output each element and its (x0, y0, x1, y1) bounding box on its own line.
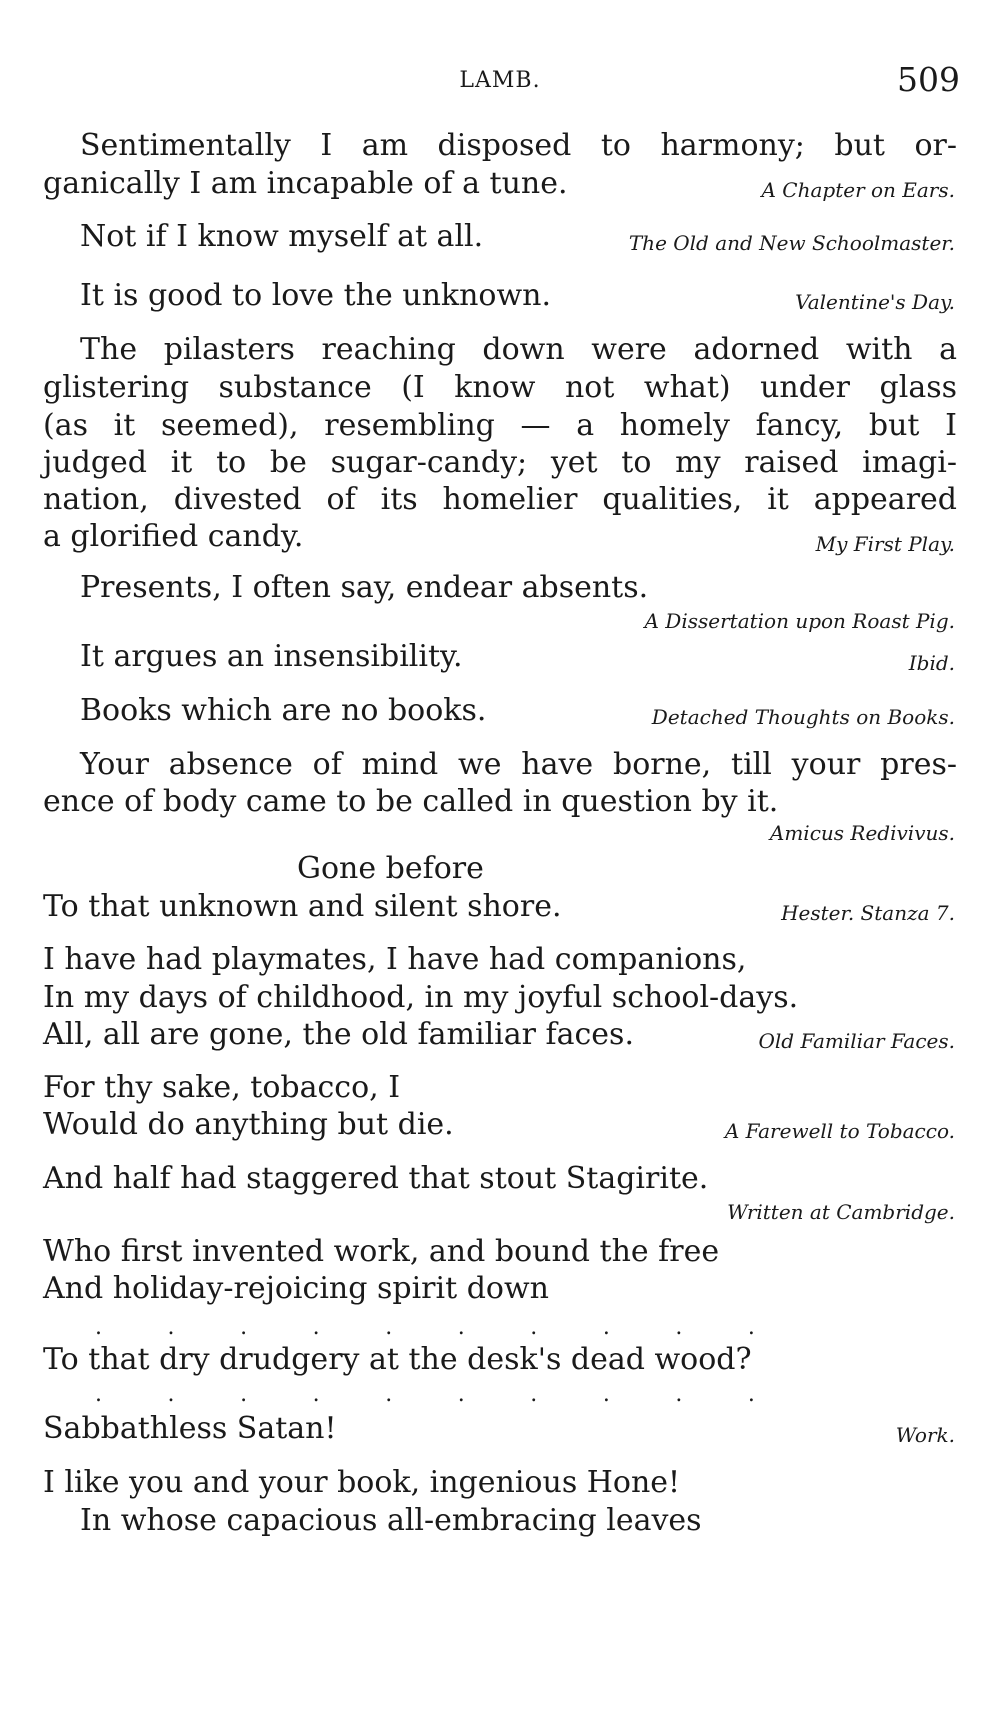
quote-line: Gone before (297, 851, 484, 886)
quote-line: To that unknown and silent shore. (43, 889, 562, 924)
quote-source: A Farewell to Tobacco. (724, 1119, 955, 1143)
ellipsis-row: . . . . . . . . . . (95, 1382, 755, 1407)
quote-source: A Dissertation upon Roast Pig. (644, 609, 955, 633)
quote-line: ganically I am incapable of a tune. (43, 166, 568, 201)
quote-line: To that dry drudgery at the desk's dead wood? (43, 1342, 752, 1377)
quote-line: Your absence of mind we have borne, till your pres- (80, 747, 957, 782)
quote-line: Would do anything but die. (43, 1107, 454, 1142)
quote-line: glistering substance (I know not what) under glass (43, 370, 957, 405)
quote-source: Valentine's Day. (795, 290, 955, 314)
quote-source: A Chapter on Ears. (761, 178, 955, 202)
quote-source: Hester. Stanza 7. (781, 901, 955, 925)
quote-source: My First Play. (815, 532, 955, 556)
quote-line: Who first invented work, and bound the free (43, 1234, 720, 1269)
quote-source: Ibid. (908, 651, 955, 675)
quote-line: In my days of childhood, in my joyful school-days. (43, 980, 799, 1015)
quote-source: Written at Cambridge. (727, 1200, 955, 1224)
quote-line: I have had playmates, I have had companions, (43, 942, 747, 977)
quote-line: In whose capacious all-embracing leaves (80, 1503, 702, 1538)
quote-line: judged it to be sugar-candy; yet to my raised imagi- (43, 445, 957, 480)
quote-line: For thy sake, tobacco, I (43, 1070, 401, 1105)
page-number: 509 (897, 60, 960, 99)
quote-line: I like you and your book, ingenious Hone! (43, 1465, 681, 1500)
quote-line: And holiday-rejoicing spirit down (43, 1271, 549, 1306)
quote-line: Sabbathless Satan! (43, 1411, 337, 1446)
quote-line: All, all are gone, the old familiar faces. (43, 1017, 634, 1052)
quote-source: Detached Thoughts on Books. (651, 705, 955, 729)
quote-line: It argues an insensibility. (80, 639, 463, 674)
running-head: LAMB. (459, 68, 541, 93)
quote-source: Work. (895, 1423, 955, 1447)
quote-line: And half had staggered that stout Stagirite. (43, 1161, 709, 1196)
quote-source: The Old and New Schoolmaster. (628, 231, 955, 255)
quote-line: ence of body came to be called in question by it. (43, 784, 779, 819)
quote-line: It is good to love the unknown. (80, 278, 551, 313)
ellipsis-row: . . . . . . . . . . (95, 1315, 755, 1340)
quote-line: Books which are no books. (80, 693, 487, 728)
quote-source: Amicus Redivivus. (769, 821, 955, 845)
quote-line: Presents, I often say, endear absents. (80, 570, 649, 605)
quote-line: The pilasters reaching down were adorned with a (80, 332, 957, 367)
quote-line: Sentimentally I am disposed to harmony; but or- (80, 128, 957, 163)
quote-source: Old Familiar Faces. (758, 1029, 955, 1053)
quote-line: (as it seemed), resembling — a homely fancy, but I (43, 408, 957, 443)
quote-line: Not if I know myself at all. (80, 219, 484, 254)
quote-line: nation, divested of its homelier qualities, it appeared (43, 482, 957, 517)
quote-line: a glorified candy. (43, 519, 304, 554)
